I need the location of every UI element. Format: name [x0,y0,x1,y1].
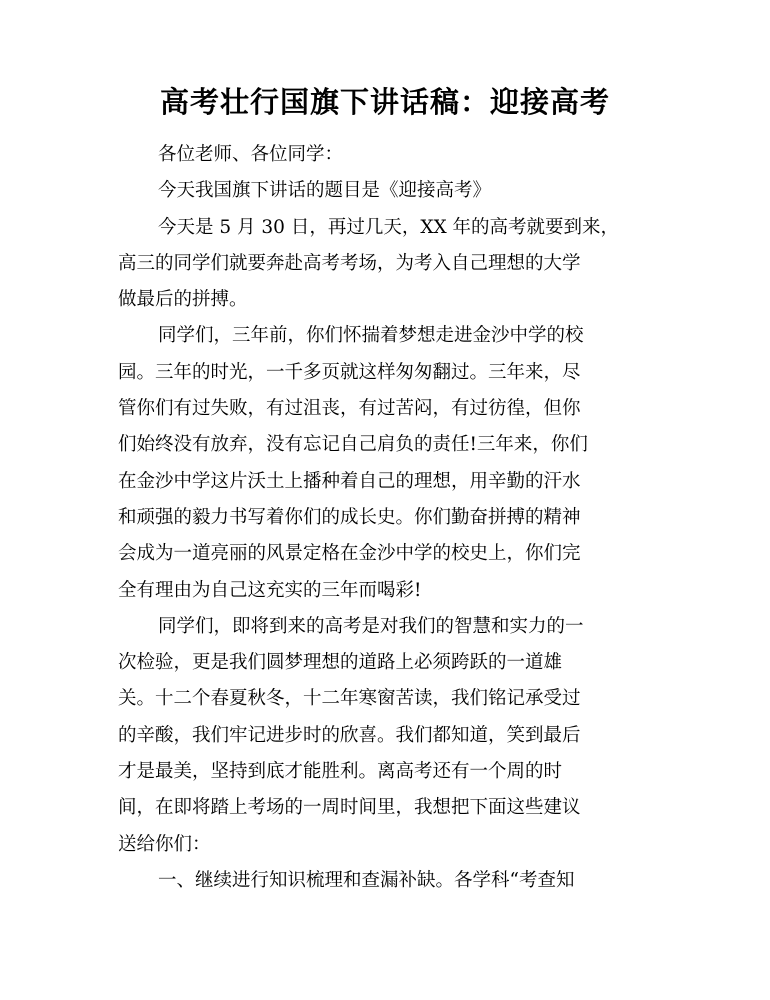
text-line: 们始终没有放弃，没有忘记自己肩负的责任!三年来，你们 [118,434,588,456]
text-line: 今天是 5 月 30 日，再过几天，XX 年的高考就要到来， [158,216,620,238]
text-line: 会成为一道亮丽的风景定格在金沙中学的校史上，你们完 [118,543,581,565]
text-line: 各位老师、各位同学： [158,144,344,165]
text-line: 才是最美，坚持到底才能胜利。离高考还有一个周的时 [118,761,563,783]
text-line: 做最后的拼搏。 [118,289,248,311]
text-line: 管你们有过失败，有过沮丧，有过苦闷，有过彷徨，但你 [118,398,581,420]
text-line: 送给你们： [118,833,211,855]
text-line: 全有理由为自己这充实的三年而喝彩! [118,579,422,601]
document-body [118,137,654,899]
text-line: 同学们，三年前，你们怀揣着梦想走进金沙中学的校 [158,325,584,347]
text-line: 同学们，即将到来的高考是对我们的智慧和实力的一 [158,615,584,637]
text-line: 关。十二个春夏秋冬，十二年寒窗苦读，我们铭记承受过 [118,688,581,710]
text-line: 间，在即将踏上考场的一周时间里，我想把下面这些建议 [118,797,581,819]
text-line: 的辛酸，我们牢记进步时的欣喜。我们都知道，笑到最后 [118,724,581,746]
text-line: 园。三年的时光，一千多页就这样匆匆翻过。三年来，尽 [118,361,581,383]
text-line: 在金沙中学这片沃土上播种着自己的理想，用辛勤的汗水 [118,470,581,492]
text-line: 今天我国旗下讲话的题目是《迎接高考》 [158,180,492,202]
text-line: 次检验，更是我们圆梦理想的道路上必须跨跃的一道雄 [118,652,563,674]
text-line: 一、继续进行知识梳理和查漏补缺。各学科“考查知 [158,869,575,891]
text-line: 高三的同学们就要奔赴高考考场，为考入自己理想的大学 [118,252,581,274]
document-title: 高考壮行国旗下讲话稿：迎接高考 [159,85,610,119]
text-line: 和顽强的毅力书写着你们的成长史。你们勤奋拼搏的精神 [118,506,581,528]
